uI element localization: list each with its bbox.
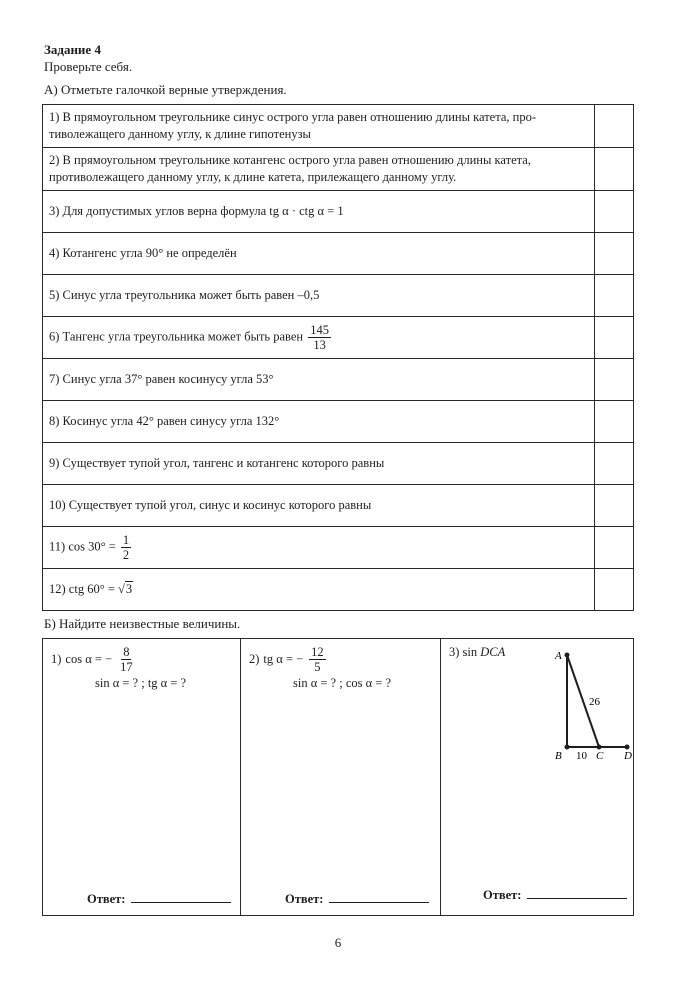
square-root: √3 xyxy=(118,582,133,596)
triangle-diagram xyxy=(547,643,643,763)
statement-text: 8) Косинус угла 42° равен синусу угла 132° xyxy=(43,401,595,443)
problem-2: 2) tg α = − $\frac{12}{5}$ sin α = ? ; cos α = ? Ответ: xyxy=(240,639,440,915)
fraction: $\frac{12}{5}$ xyxy=(311,645,324,674)
statement-text: 6) Тангенс угла треугольника может быть равен $\frac{145}{13}$ xyxy=(43,317,595,359)
answer-field[interactable]: Ответ: xyxy=(87,890,231,907)
checkbox-cell-10[interactable] xyxy=(595,485,634,527)
statement-row-5 xyxy=(43,275,634,317)
statement-row-10 xyxy=(43,485,634,527)
answer-blank[interactable] xyxy=(329,890,429,903)
answer-field[interactable]: Ответ: xyxy=(285,890,429,907)
statement-text: 9) Существует тупой угол, тангенс и котангенс которого равны xyxy=(43,443,595,485)
checkbox-cell-4[interactable] xyxy=(595,233,634,275)
statement-text: 12) ctg 60° = √3 xyxy=(43,569,595,611)
statement-row-4 xyxy=(43,233,634,275)
answer-field[interactable]: Ответ: xyxy=(483,886,627,903)
label-a: A xyxy=(555,650,562,662)
statement-row-2 xyxy=(43,148,634,191)
task-subtitle: Проверьте себя. xyxy=(44,59,133,74)
label-d: D xyxy=(624,750,632,762)
label-hypotenuse: 26 xyxy=(589,696,600,708)
task-title: Задание 4 xyxy=(44,42,101,57)
checkbox-cell-1[interactable] xyxy=(595,105,634,148)
statement-text: 4) Котангенс угла 90° не определён xyxy=(43,233,595,275)
statement-row-9 xyxy=(43,443,634,485)
fraction: $\frac{145}{13}$ xyxy=(310,323,329,352)
label-b: B xyxy=(555,750,562,762)
problems-grid xyxy=(42,638,634,916)
point-b xyxy=(565,745,570,750)
statement-text: 10) Существует тупой угол, синус и косинус которого равны xyxy=(43,485,595,527)
checkbox-cell-5[interactable] xyxy=(595,275,634,317)
point-a xyxy=(565,653,570,658)
statement-row-8 xyxy=(43,401,634,443)
problem-question: sin α = ? ; tg α = ? xyxy=(95,676,187,690)
label-base: 10 xyxy=(576,750,587,762)
statement-row-12 xyxy=(43,569,634,611)
fraction: $\frac{1}{2}$ xyxy=(122,533,130,562)
checkbox-cell-3[interactable] xyxy=(595,191,634,233)
statement-row-11 xyxy=(43,527,634,569)
problem-1: 1) cos α = − $\frac{8}{17}$ sin α = ? ; tg α = ? Ответ: xyxy=(43,639,240,915)
fraction: $\frac{8}{17}$ xyxy=(120,645,133,674)
statement-row-6 xyxy=(43,317,634,359)
statements-table xyxy=(42,104,634,611)
page-number: 6 xyxy=(334,935,342,950)
point-d xyxy=(625,745,630,750)
statement-text: 5) Синус угла треугольника может быть равен –0,5 xyxy=(43,275,595,317)
statement-row-3 xyxy=(43,191,634,233)
part-b-heading: Б) Найдите неизвестные величины. xyxy=(44,616,241,631)
statement-text: 7) Синус угла 37° равен косинусу угла 53° xyxy=(43,359,595,401)
statement-text: 3) Для допустимых углов верна формула tg α · ctg α = 1 xyxy=(43,191,595,233)
problem-3: 3) sin DCA A B C D 26 10 Ответ: xyxy=(440,639,633,915)
checkbox-cell-8[interactable] xyxy=(595,401,634,443)
answer-blank[interactable] xyxy=(131,890,231,903)
checkbox-cell-9[interactable] xyxy=(595,443,634,485)
formula: tg α · ctg α = 1 xyxy=(269,204,344,218)
point-c xyxy=(597,745,602,750)
statement-text: 1) В прямоугольном треугольнике синус острого угла равен отношению длины катета, про-тиволежащего данному углу, к длине гипотенузы xyxy=(43,105,595,148)
checkbox-cell-12[interactable] xyxy=(595,569,634,611)
checkbox-cell-11[interactable] xyxy=(595,527,634,569)
part-a-heading: А) Отметьте галочкой верные утверждения. xyxy=(44,82,287,97)
checkbox-cell-6[interactable] xyxy=(595,317,634,359)
statement-text: 11) cos 30° = $\frac{1}{2}$ xyxy=(43,527,595,569)
problem-question: sin α = ? ; cos α = ? xyxy=(293,676,392,690)
statement-text: 2) В прямоугольном треугольнике котангенс острого угла равен отношению длины катета, противолежащего данному углу, к длине катета, прилежащего данному углу. xyxy=(43,148,595,191)
label-c: C xyxy=(596,750,604,762)
checkbox-cell-2[interactable] xyxy=(595,148,634,191)
answer-blank[interactable] xyxy=(527,886,627,899)
checkbox-cell-7[interactable] xyxy=(595,359,634,401)
statement-row-1 xyxy=(43,105,634,148)
statement-row-7 xyxy=(43,359,634,401)
